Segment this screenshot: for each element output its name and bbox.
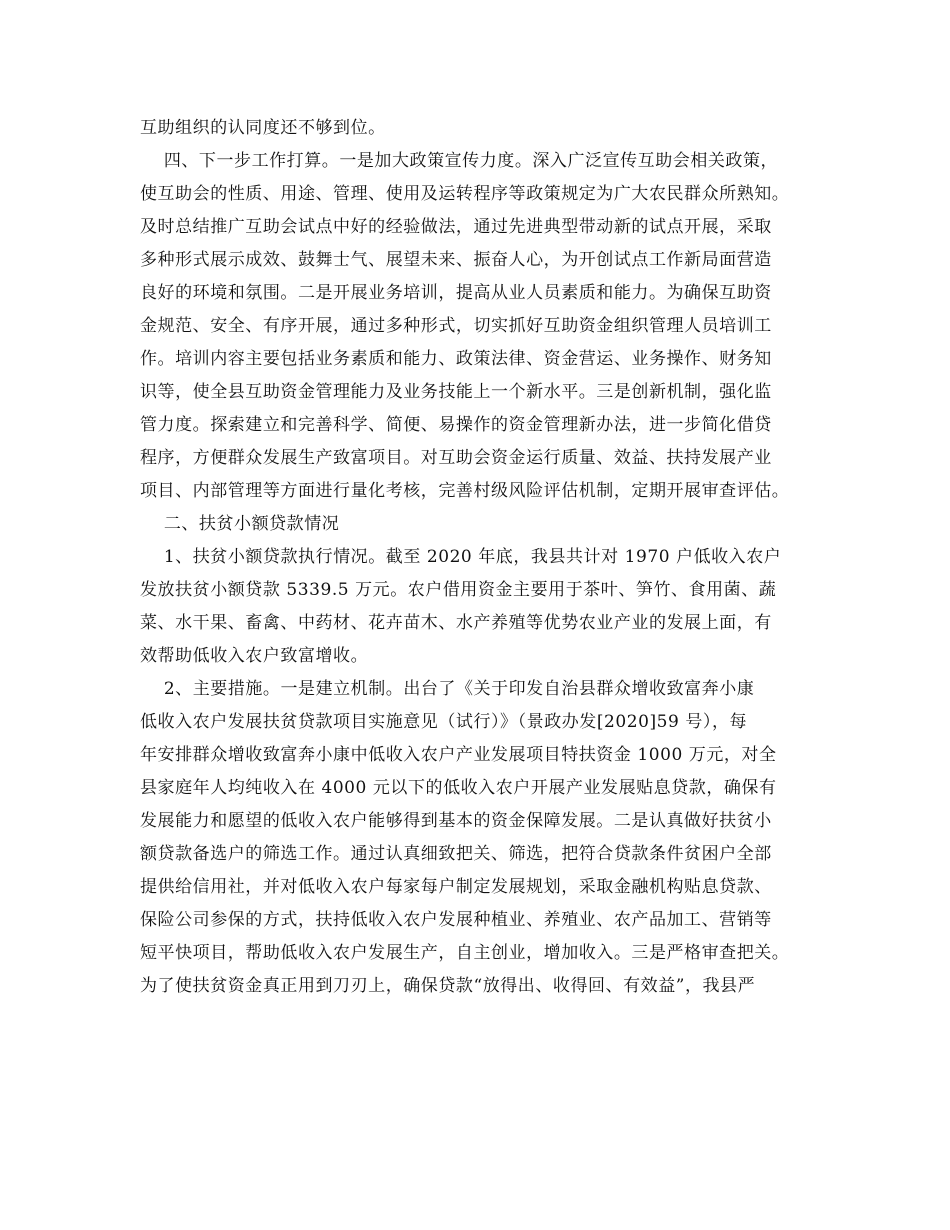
text-line-1: 互助组织的认同度还不够到位。 bbox=[140, 118, 386, 138]
text-line-10: 管力度。探索建立和完善科学、简便、易操作的资金管理新办法，进一步简化借贷 bbox=[140, 415, 772, 435]
document-body bbox=[140, 112, 820, 1003]
text-line-14: 1、扶贫小额贷款执行情况。截至 2020 年底，我县共计对 1970 户低收入农户 bbox=[140, 547, 782, 567]
text-line-9: 识等，使全县互助资金管理能力及业务技能上一个新水平。三是创新机制，强化监 bbox=[140, 382, 772, 402]
text-line-21: 县家庭年人均纯收入在 4000 元以下的低收入农户开展产业发展贴息贷款，确保有 bbox=[140, 778, 777, 798]
text-line-17: 效帮助低收入农户致富增收。 bbox=[140, 646, 369, 666]
text-line-18: 2、主要措施。一是建立机制。出台了《关于印发自治县群众增收致富奔小康 bbox=[140, 679, 755, 699]
text-line-15: 发放扶贫小额贷款 5339.5 万元。农户借用资金主要用于茶叶、笋竹、食用菌、蔬 bbox=[140, 580, 777, 600]
text-line-3: 使互助会的性质、用途、管理、使用及运转程序等政策规定为广大农民群众所熟知。 bbox=[140, 184, 790, 204]
text-line-20: 年安排群众增收致富奔小康中低收入农户产业发展项目特扶资金 1000 万元，对全 bbox=[140, 745, 777, 765]
text-line-4: 及时总结推广互助会试点中好的经验做法，通过先进典型带动新的试点开展，采取 bbox=[140, 217, 772, 237]
text-line-5: 多种形式展示成效、鼓舞士气、展望未来、振奋人心，为开创试点工作新局面营造 bbox=[140, 250, 772, 270]
text-line-6: 良好的环境和氛围。二是开展业务培训，提高从业人员素质和能力。为确保互助资 bbox=[140, 283, 772, 303]
text-line-22: 发展能力和愿望的低收入农户能够得到基本的资金保障发展。二是认真做好扶贫小 bbox=[140, 811, 772, 831]
text-line-12: 项目、内部管理等方面进行量化考核，完善村级风险评估机制，定期开展审查评估。 bbox=[140, 481, 790, 501]
text-line-26: 短平快项目，帮助低收入农户发展生产，自主创业，增加收入。三是严格审查把关。 bbox=[140, 943, 790, 963]
text-line-7: 金规范、安全、有序开展，通过多种形式，切实抓好互助资金组织管理人员培训工 bbox=[140, 316, 772, 336]
text-line-11: 程序，方便群众发展生产致富项目。对互助会资金运行质量、效益、扶持发展产业 bbox=[140, 448, 772, 468]
text-line-23: 额贷款备选户的筛选工作。通过认真细致把关、筛选，把符合贷款条件贫困户全部 bbox=[140, 844, 772, 864]
text-line-2: 四、下一步工作打算。一是加大政策宣传力度。深入广泛宣传互助会相关政策， bbox=[140, 151, 779, 171]
section-heading: 二、扶贫小额贷款情况 bbox=[140, 514, 340, 534]
text-line-16: 菜、水干果、畜禽、中药材、花卉苗木、水产养殖等优势农业产业的发展上面，有 bbox=[140, 613, 772, 633]
text-line-27: 为了使扶贫资金真正用到刀刃上，确保贷款“放得出、收得回、有效益”，我县严 bbox=[140, 976, 756, 996]
text-line-25: 保险公司参保的方式，扶持低收入农户发展种植业、养殖业、农产品加工、营销等 bbox=[140, 910, 772, 930]
text-line-24: 提供给信用社，并对低收入农户每家每户制定发展规划，采取金融机构贴息贷款、 bbox=[140, 877, 772, 897]
text-line-8: 作。培训内容主要包括业务素质和能力、政策法律、资金营运、业务操作、财务知 bbox=[140, 349, 772, 369]
text-line-19: 低收入农户发展扶贫贷款项目实施意见（试行）》（景政办发[2020]59 号），每 bbox=[140, 712, 748, 732]
